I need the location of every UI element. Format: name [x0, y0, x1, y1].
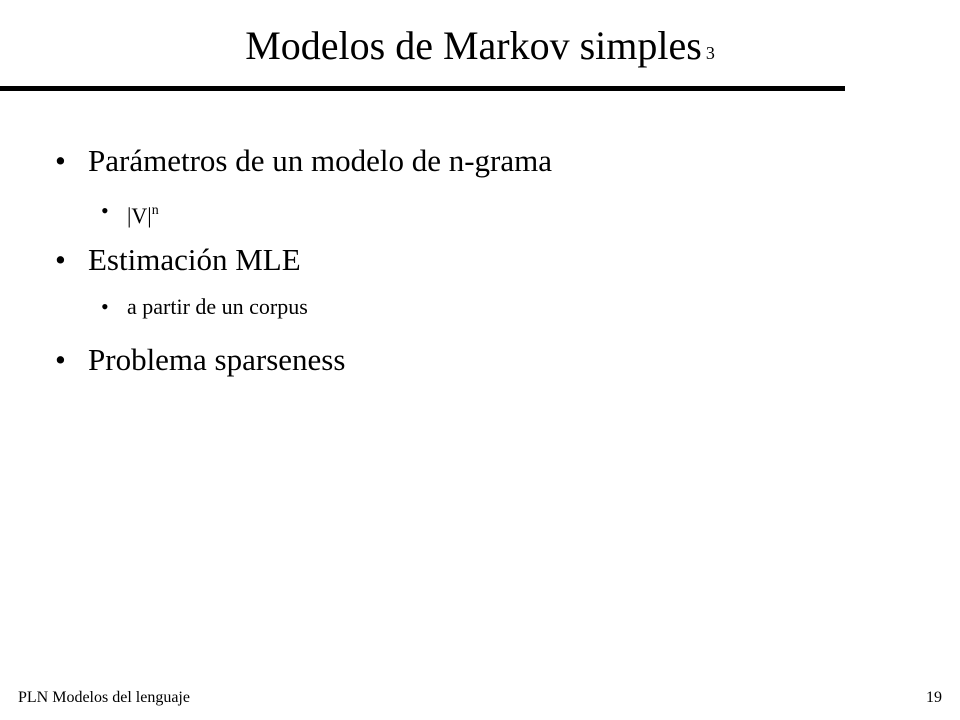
footer-course-label: PLN Modelos del lenguaje	[18, 689, 190, 706]
sub-bullet-item-1	[101, 198, 159, 229]
bullet-glyph: •	[55, 143, 66, 178]
slide-title	[0, 20, 960, 79]
sub-bullet-item-1-base: |V|	[127, 203, 152, 228]
footer-page-number: 19	[926, 689, 942, 706]
sub-bullet-item-1-exponent: n	[151, 203, 159, 218]
bullet-item-3	[55, 342, 346, 378]
title-underline	[0, 86, 845, 91]
bullet-item-2	[55, 242, 301, 278]
bullet-item-1	[55, 143, 552, 179]
bullet-item-3-text: Problema sparseness	[88, 342, 346, 377]
slide-title-text: Modelos de Markov simples	[245, 23, 702, 68]
bullet-glyph: •	[101, 198, 109, 223]
bullet-glyph: •	[55, 242, 66, 277]
sub-bullet-item-2	[101, 294, 308, 320]
bullet-item-2-text: Estimación MLE	[88, 242, 301, 277]
bullet-glyph: •	[55, 342, 66, 377]
bullet-item-1-text: Parámetros de un modelo de n-grama	[88, 143, 552, 178]
sub-bullet-item-2-text: a partir de un corpus	[127, 294, 308, 319]
slide-title-number: 3	[705, 43, 715, 63]
bullet-glyph: •	[101, 294, 109, 319]
